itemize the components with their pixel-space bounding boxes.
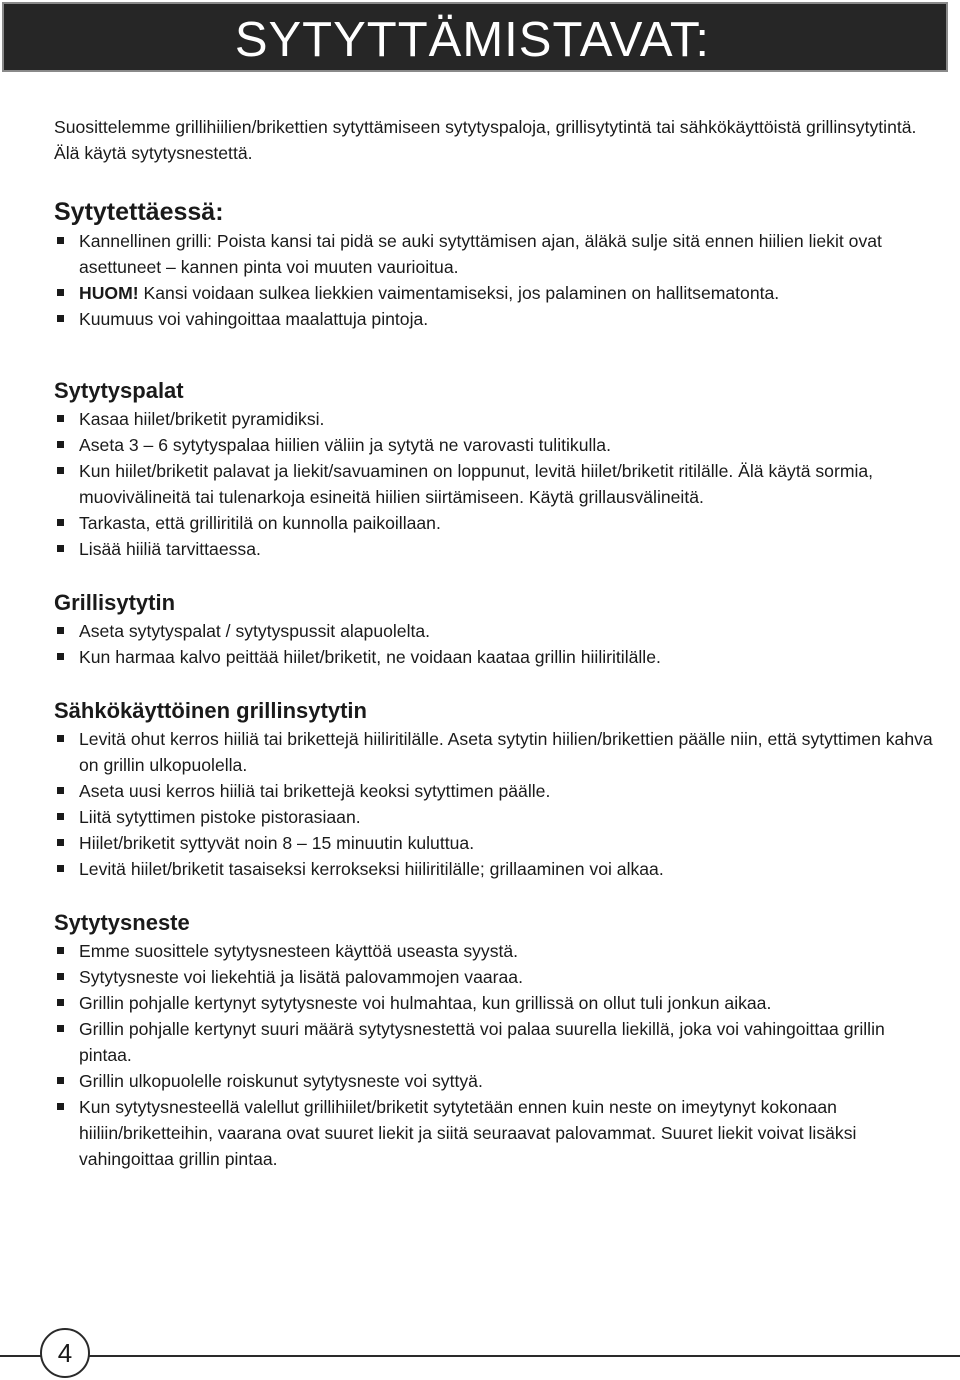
square-bullet-icon xyxy=(57,865,64,872)
list-item xyxy=(54,1094,934,1172)
main-content xyxy=(54,114,934,1172)
section-heading: Sytytyspalat xyxy=(54,378,184,403)
list-item xyxy=(54,778,934,804)
list-item xyxy=(54,938,934,964)
item-text: Aseta 3 – 6 sytytyspalaa hiilien väliin ja sytytä ne varovasti tulitikulla. xyxy=(79,435,611,455)
bullet-list xyxy=(54,618,934,670)
item-text: Emme suosittele sytytysnesteen käyttöä useasta syystä. xyxy=(79,941,519,961)
item-text: Grillin pohjalle kertynyt suuri määrä sytytysnestettä voi palaa suurella liekillä, joka voi vahingoittaa grillin pintaa. xyxy=(79,1019,885,1065)
list-item xyxy=(54,856,934,882)
section-heading: Sähkökäyttöinen grillinsytytin xyxy=(54,698,367,723)
list-item xyxy=(54,1016,934,1068)
item-text: Grillin ulkopuolelle roiskunut sytytysneste voi syttyä. xyxy=(79,1071,483,1091)
list-item xyxy=(54,804,934,830)
bullet-list xyxy=(54,938,934,1172)
list-item xyxy=(54,458,934,510)
square-bullet-icon xyxy=(57,289,64,296)
square-bullet-icon xyxy=(57,1103,64,1110)
item-text: Levitä hiilet/briketit tasaiseksi kerrokseksi hiiliritilälle; grillaaminen voi alkaa. xyxy=(79,859,664,879)
square-bullet-icon xyxy=(57,839,64,846)
item-text: Kannellinen grilli: Poista kansi tai pidä se auki sytyttämisen ajan, äläkä sulje sitä ennen hiilien liekit ovat asettuneet – kannen pinta voi muuten vaurioitua. xyxy=(79,231,882,277)
item-text: Aseta sytytyspalat / sytytyspussit alapuolelta. xyxy=(79,621,431,641)
square-bullet-icon xyxy=(57,653,64,660)
square-bullet-icon xyxy=(57,947,64,954)
square-bullet-icon xyxy=(57,467,64,474)
list-item xyxy=(54,406,934,432)
page-number: 4 xyxy=(40,1328,90,1378)
page-footer xyxy=(0,1322,960,1380)
list-item xyxy=(54,964,934,990)
bullet-list xyxy=(54,726,934,882)
bold-prefix: HUOM! xyxy=(79,283,139,303)
section-heading: Sytytysneste xyxy=(54,910,190,935)
item-text: Levitä ohut kerros hiiliä tai brikettejä hiiliritilälle. Aseta sytytin hiilien/brikettien päälle niin, että sytyttimen kahva on grillin ulkopuolella. xyxy=(79,729,933,775)
item-text: Kuumuus voi vahingoittaa maalattuja pintoja. xyxy=(79,309,429,329)
list-item xyxy=(54,644,934,670)
square-bullet-icon xyxy=(57,735,64,742)
list-item xyxy=(54,306,934,332)
list-item xyxy=(54,830,934,856)
item-text: Aseta uusi kerros hiiliä tai brikettejä keoksi sytyttimen päälle. xyxy=(79,781,551,801)
list-item xyxy=(54,228,934,280)
list-item xyxy=(54,618,934,644)
item-text: Tarkasta, että grilliritilä on kunnolla paikoillaan. xyxy=(79,513,441,533)
item-text: Hiilet/briketit syttyvät noin 8 – 15 minuutin kuluttua. xyxy=(79,833,475,853)
square-bullet-icon xyxy=(57,787,64,794)
bullet-list xyxy=(54,228,934,332)
square-bullet-icon xyxy=(57,315,64,322)
square-bullet-icon xyxy=(57,973,64,980)
item-text: Kun hiilet/briketit palavat ja liekit/savuaminen on loppunut, levitä hiilet/briketit ritilälle. Älä käytä sormia, muovivälineitä tai tulenarkoja esineitä hiilien siirtämiseen. Käytä grillausvälineitä. xyxy=(79,461,874,507)
square-bullet-icon xyxy=(57,1025,64,1032)
section-sahkokayttoinen-grillinsytytin xyxy=(54,696,934,882)
section-sytytysneste xyxy=(54,908,934,1172)
square-bullet-icon xyxy=(57,237,64,244)
list-item xyxy=(54,510,934,536)
square-bullet-icon xyxy=(57,415,64,422)
list-item xyxy=(54,280,934,306)
item-text: Grillin pohjalle kertynyt sytytysneste voi hulmahtaa, kun grillissä on ollut tuli jonkun aikaa. xyxy=(79,993,772,1013)
bullet-list xyxy=(54,406,934,562)
section-heading: Grillisytytin xyxy=(54,590,176,615)
square-bullet-icon xyxy=(57,999,64,1006)
square-bullet-icon xyxy=(57,627,64,634)
list-item xyxy=(54,726,934,778)
square-bullet-icon xyxy=(57,1077,64,1084)
footer-rule xyxy=(0,1355,960,1357)
square-bullet-icon xyxy=(57,441,64,448)
list-item xyxy=(54,536,934,562)
item-text: Sytytysneste voi liekehtiä ja lisätä palovammojen vaaraa. xyxy=(79,967,523,987)
item-text: Kasaa hiilet/briketit pyramidiksi. xyxy=(79,409,325,429)
item-text: Kansi voidaan sulkea liekkien vaimentamiseksi, jos palaminen on hallitsematonta. xyxy=(138,283,780,303)
square-bullet-icon xyxy=(57,545,64,552)
title-banner xyxy=(2,2,948,72)
section-grillisytytin xyxy=(54,588,934,670)
list-item xyxy=(54,990,934,1016)
section-heading: Sytytettäessä: xyxy=(54,198,224,226)
list-item xyxy=(54,1068,934,1094)
section-sytytettaessa xyxy=(54,196,934,332)
item-text: Kun harmaa kalvo peittää hiilet/briketit, ne voidaan kaataa grillin hiiliritilälle. xyxy=(79,647,661,667)
intro-paragraph: Suosittelemme grillihiilien/brikettien sytyttämiseen sytytyspaloja, grillisytytintä tai sähkökäyttöistä grillinsytytintä. Älä käytä sytytysnestettä. xyxy=(54,117,917,163)
square-bullet-icon xyxy=(57,519,64,526)
square-bullet-icon xyxy=(57,813,64,820)
section-sytytyspalat xyxy=(54,376,934,562)
page-title: SYTYTTÄMISTAVAT: xyxy=(234,13,710,67)
item-text: Lisää hiiliä tarvittaessa. xyxy=(79,539,261,559)
item-text: Kun sytytysnesteellä valellut grillihiilet/briketit sytytetään ennen kuin neste on imeytynyt kokonaan hiiliin/briketteihin, vaarana ovat suuret liekit ja siitä seuraavat palovammat. Suuret liekit voivat lisäksi vahingoittaa grillin pintaa. xyxy=(79,1097,857,1169)
list-item xyxy=(54,432,934,458)
item-text: Liitä sytyttimen pistoke pistorasiaan. xyxy=(79,807,361,827)
